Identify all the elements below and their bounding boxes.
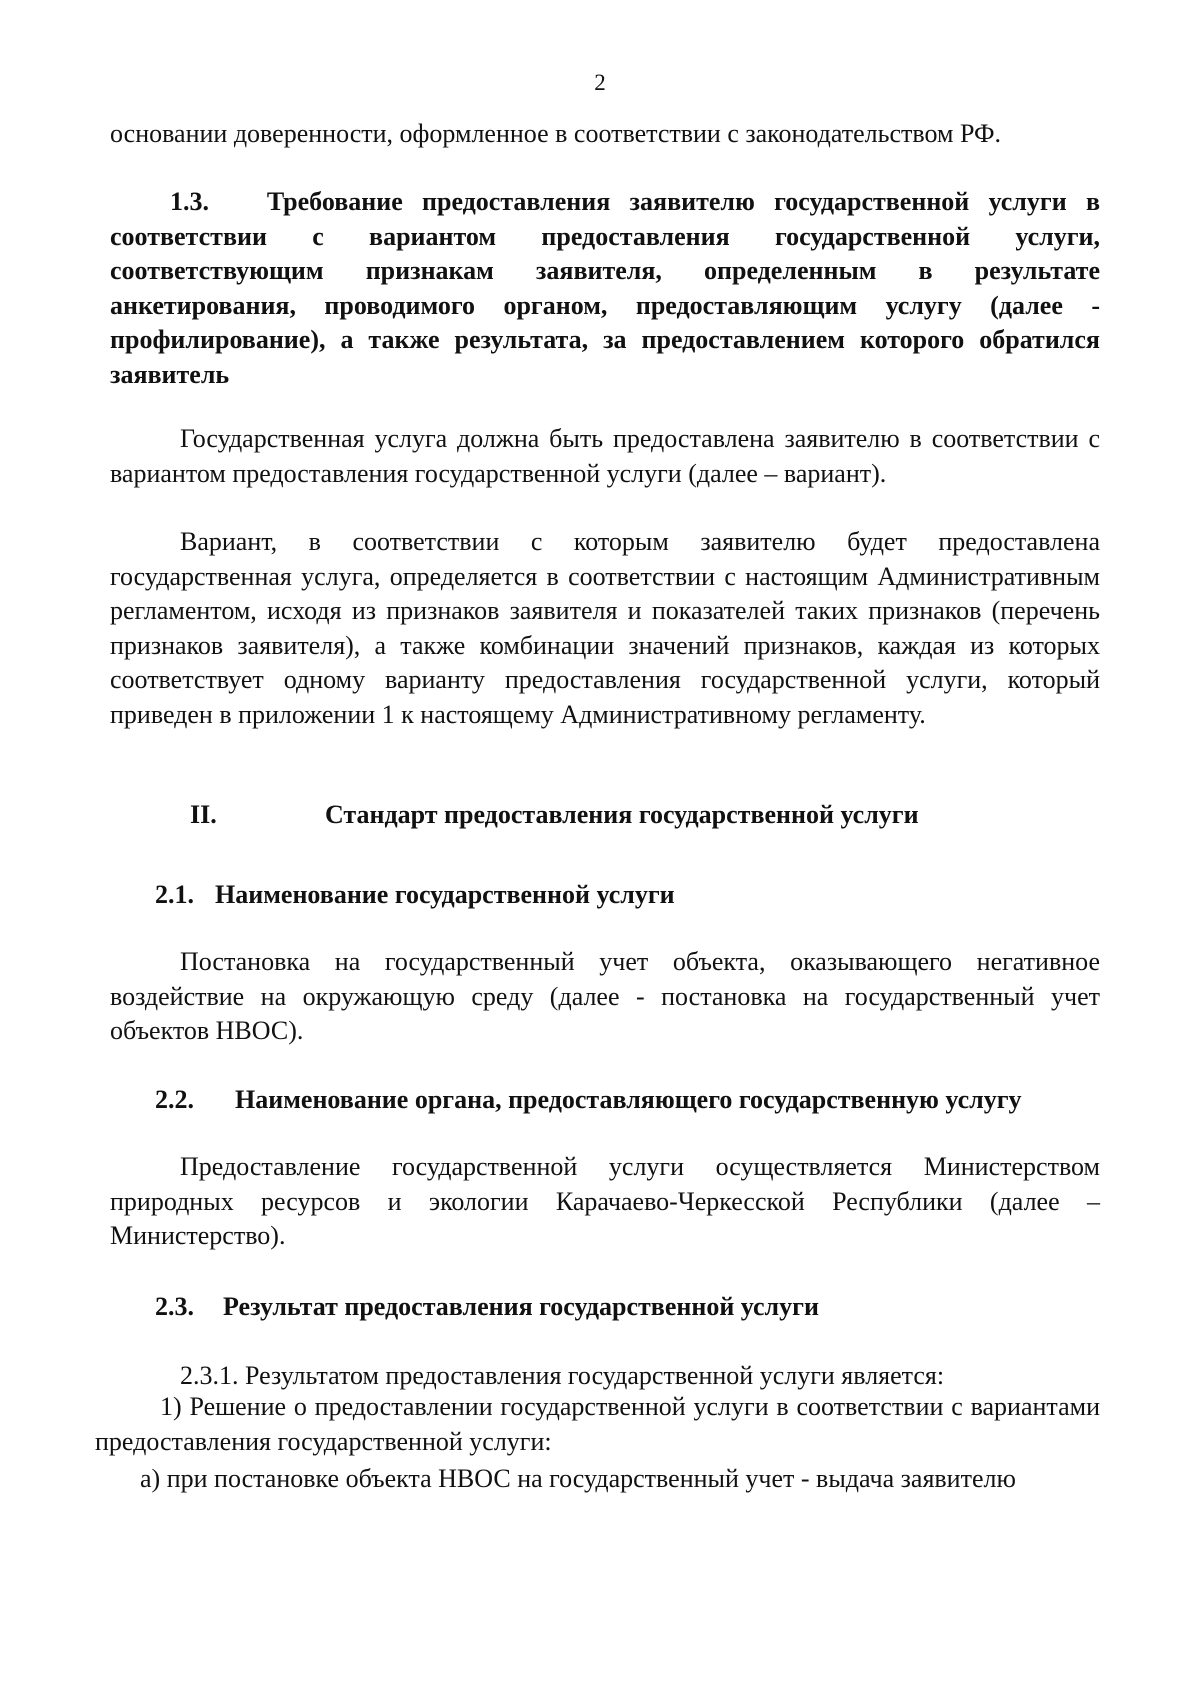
- section-2-1-number: 2.1.: [155, 880, 194, 909]
- section-2-number: II.: [190, 800, 217, 829]
- paragraph-variant-definition: Государственная услуга должна быть предоставлена заявителю в соответствии с вариантом предоставления государственной услуги (далее – вариант).: [110, 424, 1100, 488]
- section-2-heading: [190, 800, 919, 830]
- paragraph-result-subitem-a: а) при постановке объекта НВОС на государственный учет - выдача заявителю: [140, 1464, 1016, 1493]
- section-1-3-heading: [110, 185, 1100, 392]
- section-2-title: Стандарт предоставления государственной услуги: [325, 800, 919, 829]
- section-2-2-title: Наименование органа, предоставляющего государственную услугу: [235, 1085, 1022, 1114]
- section-2-3-title: Результат предоставления государственной услуги: [223, 1292, 819, 1321]
- section-2-1-heading: [155, 880, 675, 910]
- paragraph-ministry: Предоставление государственной услуги осуществляется Министерством природных ресурсов и экологии Карачаево-Черкесской Республики (далее – Министерство).: [110, 1152, 1100, 1250]
- section-2-2-heading: [155, 1085, 1022, 1115]
- section-2-2-number: 2.2.: [155, 1085, 194, 1114]
- paragraph-service-name: Постановка на государственный учет объекта, оказывающего негативное воздействие на окружающую среду (далее - постановка на государственный учет объектов НВОС).: [110, 947, 1100, 1045]
- paragraph-continuation: основании доверенности, оформленное в соответствии с законодательством РФ.: [110, 119, 1002, 148]
- paragraph-result-decision: 1) Решение о предоставлении государственной услуги в соответствии с вариантами предоставления государственной услуги:: [95, 1392, 1100, 1456]
- section-2-3-number: 2.3.: [155, 1292, 194, 1321]
- section-2-3-heading: [155, 1292, 819, 1322]
- section-1-3-number: 1.3.: [170, 187, 209, 216]
- paragraph-result-intro: 2.3.1. Результатом предоставления государственной услуги является:: [180, 1361, 945, 1390]
- section-1-3-title: Требование предоставления заявителю государственной услуги в соответствии с вариантом предоставления государственной услуги, соответствующим признакам заявителя, определенным в результате анкетирования, проводимого органом, предоставляющим услугу (далее - профилирование), а также результата, за предоставлением которого обратился заявитель: [110, 187, 1100, 389]
- section-2-1-title: Наименование государственной услуги: [215, 880, 675, 909]
- page-number: 2: [594, 70, 606, 95]
- paragraph-variant-determination: Вариант, в соответствии с которым заявителю будет предоставлена государственная услуга, определяется в соответствии с настоящим Административным регламентом, исходя из признаков заявителя и показателей таких признаков (перечень признаков заявителя), а также комбинации значений признаков, каждая из которых соответствует одному варианту предоставления государственной услуги, который приведен в приложении 1 к настоящему Административному регламенту.: [110, 527, 1100, 729]
